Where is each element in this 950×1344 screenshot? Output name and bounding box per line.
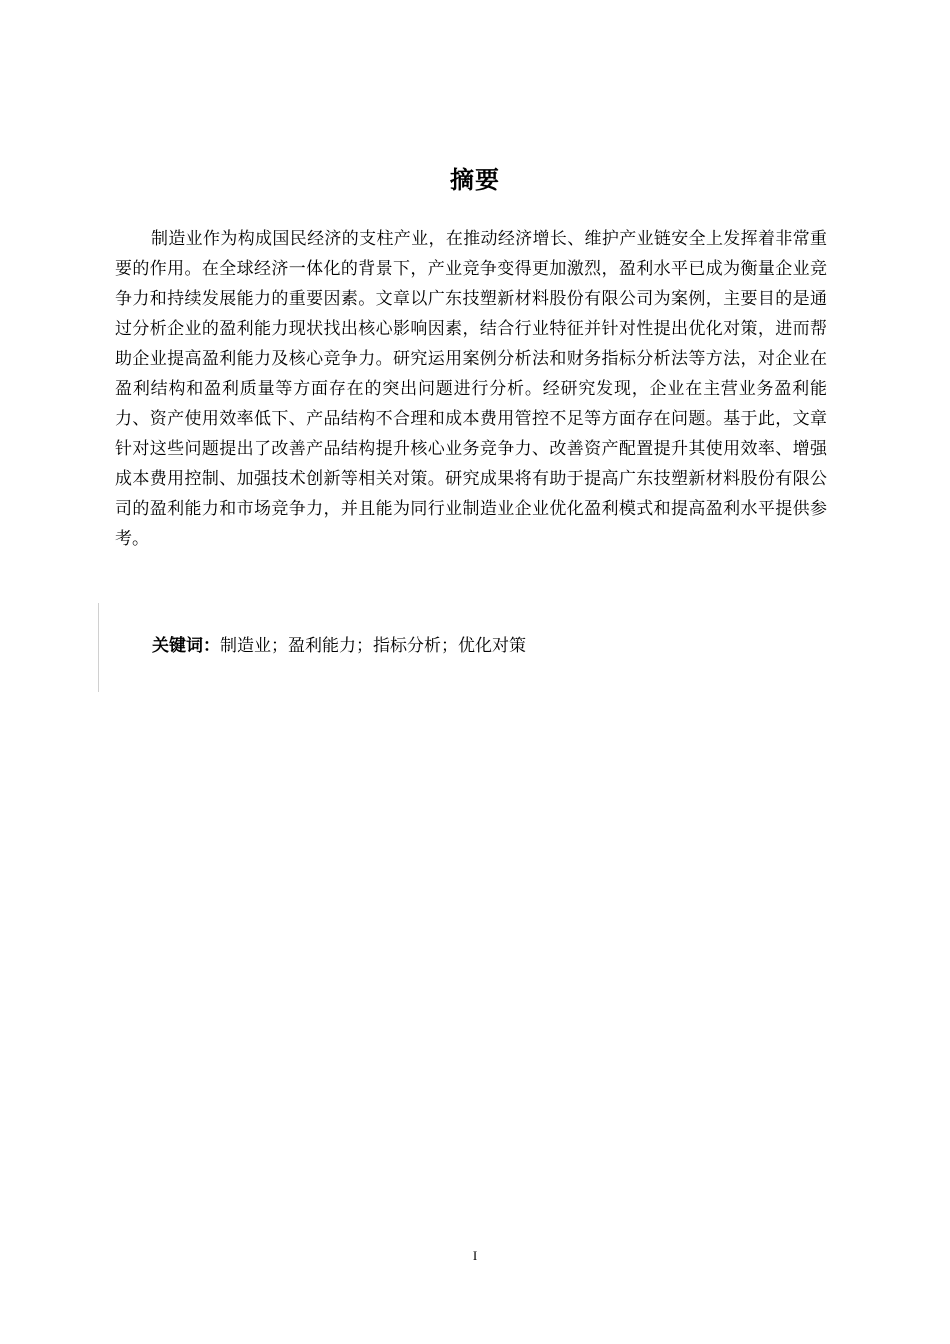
margin-rule [98,603,99,692]
abstract-title: 摘要 [450,166,500,194]
keywords-label: 关键词： [152,636,220,656]
page-number: I [472,1248,478,1263]
keywords-line [152,632,526,660]
abstract-body: 制造业作为构成国民经济的支柱产业，在推动经济增长、维护产业链安全上发挥着非常重要的作用。在全球经济一体化的背景下，产业竞争变得更加激烈，盈利水平已成为衡量企业竞争力和持续发展能力的重要因素。文章以广东技塑新材料股份有限公司为案例，主要目的是通过分析企业的盈利能力现状找出核心影响因素，结合行业特征并针对性提出优化对策，进而帮助企业提高盈利能力及核心竞争力。研究运用案例分析法和财务指标分析法等方法，对企业在盈利结构和盈利质量等方面存在的突出问题进行分析。经研究发现，企业在主营业务盈利能力、资产使用效率低下、产品结构不合理和成本费用管控不足等方面存在问题。基于此，文章针对这些问题提出了改善产品结构提升核心业务竞争力、改善资产配置提升其使用效率、增强成本费用控制、加强技术创新等相关对策。研究成果将有助于提高广东技塑新材料股份有限公司的盈利能力和市场竞争力，并且能为同行业制造业企业优化盈利模式和提高盈利水平提供参考。 [115,229,827,549]
keywords-value: 制造业；盈利能力；指标分析；优化对策 [220,636,526,656]
